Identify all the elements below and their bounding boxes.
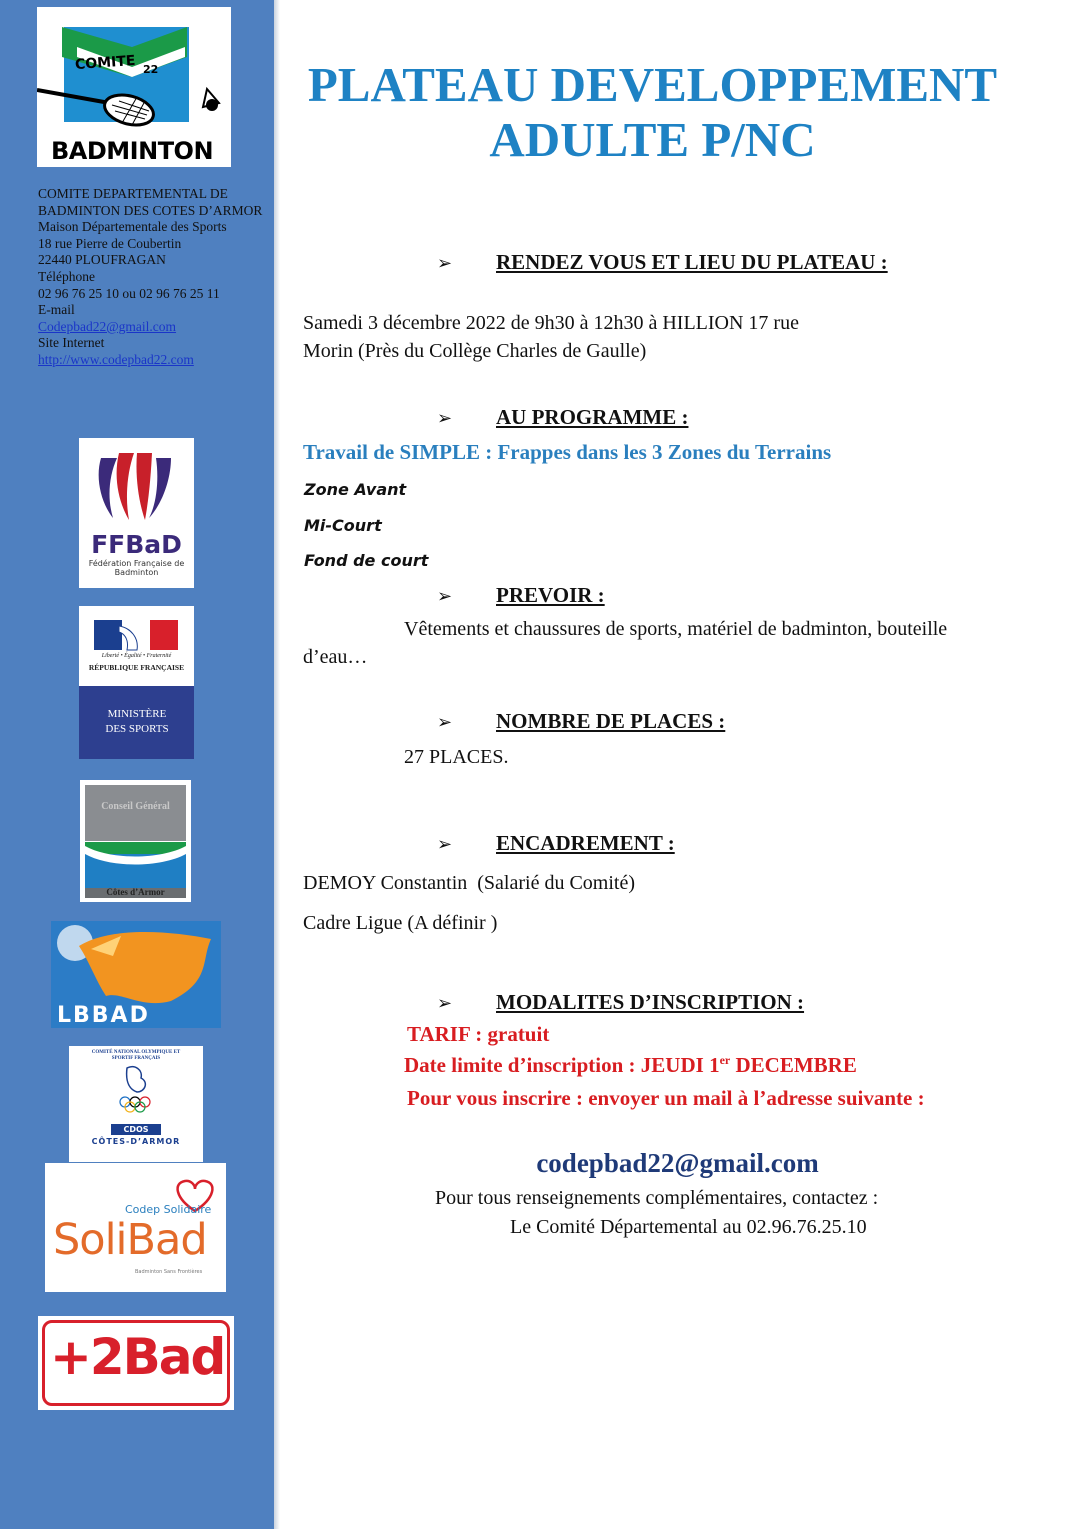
zone-avant: Zone Avant [304, 480, 407, 499]
date-limite-suffix: DECEMBRE [730, 1053, 857, 1077]
heading-nombre-places: NOMBRE DE PLACES : [496, 709, 726, 733]
cotes-armor-text: Côtes d’Armor [106, 887, 165, 897]
lbbad-logo [51, 921, 221, 1028]
heading-modalites: MODALITES D’INSCRIPTION : [496, 990, 805, 1014]
ffbad-logo [79, 438, 194, 588]
cdos-logo [69, 1046, 203, 1162]
cdos-ring-text: COMITÉ NATIONAL OLYMPIQUE ET SPORTIF FRANÇAIS [91, 1050, 181, 1061]
solibad-top-text: Codep Solidaire [125, 1203, 212, 1216]
phone-label: Téléphone [38, 268, 95, 284]
lbbad-name: LBBAD [57, 1003, 150, 1028]
date-limite-prefix: Date limite d’inscription : JEUDI 1 [404, 1053, 720, 1077]
tarif-text: TARIF : gratuit [407, 1022, 550, 1046]
phone-number: 02 96 76 25 10 ou 02 96 76 25 11 [38, 285, 220, 301]
page-title-line2: ADULTE P/NC [489, 112, 816, 167]
bullet-arrow-icon: ➢ [437, 586, 453, 606]
conseil-general-text: Conseil Général [101, 801, 170, 812]
encadrement-line2: Cadre Ligue (A définir ) [303, 912, 498, 934]
email-label: E-mail [38, 302, 75, 318]
ministere-sports-logo [79, 606, 194, 759]
info-line2: Le Comité Départemental au 02.96.76.25.10 [510, 1216, 867, 1238]
places-value: 27 PLACES. [404, 746, 509, 768]
rendez-vous-line2: Morin (Près du Collège Charles de Gaulle) [303, 340, 647, 362]
ffbad-name: FFBaD [91, 530, 182, 559]
ministry-name: MINISTÈRE DES SPORTS [105, 708, 169, 735]
programme-subtitle: Travail de SIMPLE : Frappes dans les 3 Zones du Terrains [303, 440, 832, 464]
republic-name: RÉPUBLIQUE FRANÇAISE [88, 663, 185, 672]
republic-motto: Liberté • Égalité • Fraternité [101, 653, 172, 659]
rendez-vous-line1: Samedi 3 décembre 2022 de 9h30 à 12h30 à HILLION 17 rue [303, 312, 799, 334]
city: 22440 PLOUFRAGAN [38, 252, 166, 268]
comite-22-badminton-logo [37, 7, 231, 167]
zone-mi-court: Mi-Court [304, 516, 382, 535]
page-title-line1: PLATEAU DEVELOPPEMENT [307, 57, 998, 112]
solibad-logo [45, 1163, 226, 1292]
zone-fond-de-court: Fond de court [304, 551, 429, 570]
inscription-howto: Pour vous inscrire : envoyer un mail à l’adresse suivante : [407, 1086, 925, 1110]
house-name: Maison Départementale des Sports [38, 219, 227, 235]
heading-programme: AU PROGRAMME : [496, 405, 689, 429]
org-name: COMITE DEPARTEMENTAL DE BADMINTON DES COTES D’ARMOR [38, 186, 263, 218]
prevoir-line2: d’eau… [303, 646, 368, 668]
contact-email[interactable]: codepbad22@gmail.com [536, 1148, 819, 1178]
cdos-place: CÔTES-D’ARMOR [91, 1137, 181, 1146]
badminton-text: BADMINTON [51, 137, 214, 165]
heading-rendez-vous: RENDEZ VOUS ET LIEU DU PLATEAU : [496, 250, 888, 274]
bullet-arrow-icon: ➢ [437, 253, 453, 273]
conseil-general-logo [80, 780, 191, 902]
plus2bad-logo [38, 1316, 234, 1410]
prevoir-line1: Vêtements et chaussures de sports, matériel de badminton, bouteille [404, 618, 948, 640]
heading-encadrement: ENCADREMENT : [496, 831, 675, 855]
heading-prevoir: PREVOIR : [496, 583, 605, 607]
bullet-arrow-icon: ➢ [437, 712, 453, 732]
email-link[interactable]: Codepbad22@gmail.com [38, 318, 177, 334]
date-limite-sup: er [719, 1053, 731, 1067]
website-link[interactable]: http://www.codepbad22.com [38, 351, 194, 367]
street-address: 18 rue Pierre de Coubertin [38, 235, 182, 251]
solibad-tagline: Badminton Sans Frontières [135, 1269, 203, 1275]
bullet-arrow-icon: ➢ [437, 993, 453, 1013]
ffbad-subtitle: Fédération Française de Badminton [88, 559, 185, 577]
plus2bad-name: +2Bad [50, 1328, 225, 1386]
bullet-arrow-icon: ➢ [437, 408, 453, 428]
contact-block [38, 186, 270, 369]
bullet-arrow-icon: ➢ [437, 834, 453, 854]
solibad-name: SoliBad [53, 1215, 207, 1265]
comite-number: 22 [143, 63, 159, 76]
info-line1: Pour tous renseignements complémentaires, contactez : [435, 1187, 879, 1209]
date-limite [404, 1053, 857, 1078]
sidebar-shadow [274, 0, 280, 1529]
comite-text: COMITE [74, 52, 136, 74]
encadrement-line1: DEMOY Constantin (Salarié du Comité) [303, 872, 635, 894]
cdos-abbr: CDOS [111, 1124, 161, 1135]
site-label: Site Internet [38, 335, 105, 351]
